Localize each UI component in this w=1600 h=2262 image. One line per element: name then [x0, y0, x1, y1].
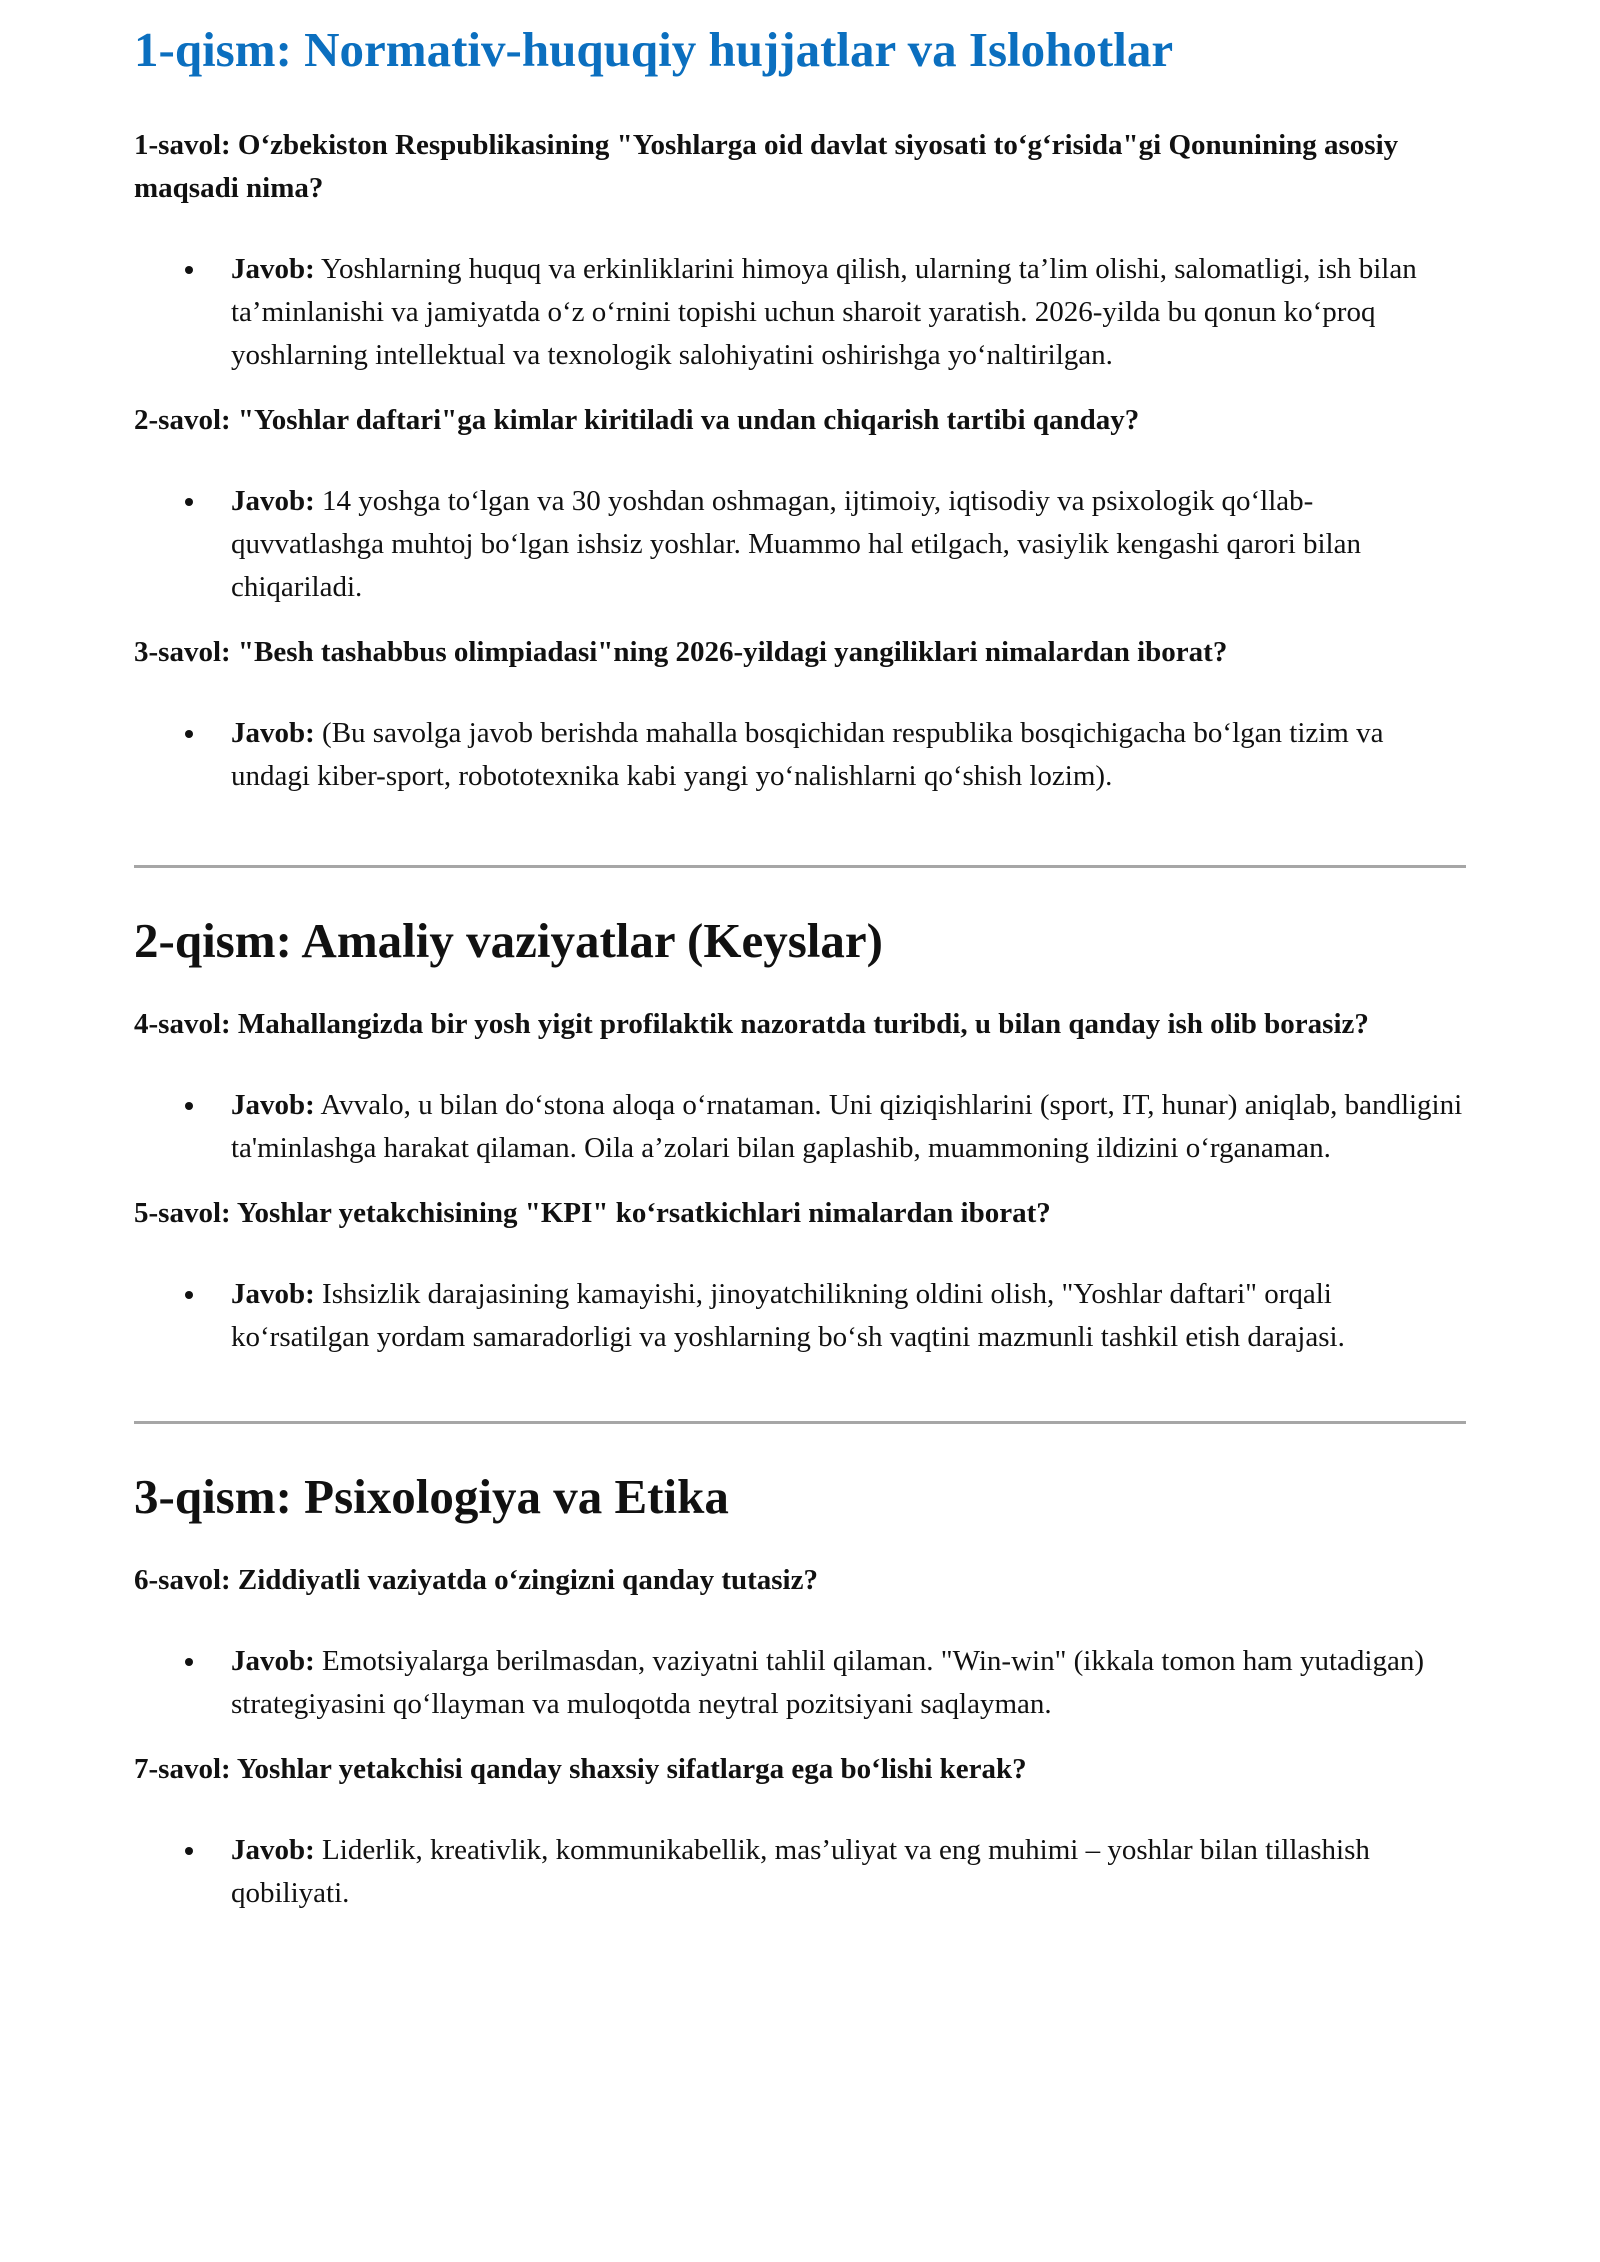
answer-text: Ishsizlik darajasining kamayishi, jinoyatchilikning oldini olish, "Yoshlar daftari" orqali ko‘rsatilgan yordam samaradorligi va yoshlarning bo‘sh vaqtini mazmunli tashkil etish darajasi. — [231, 1278, 1345, 1353]
answer-3 — [231, 712, 1466, 798]
section-divider-1 — [134, 865, 1466, 868]
answer-label: Javob: — [231, 1089, 315, 1121]
answer-list-4 — [134, 1084, 1466, 1170]
question-5: 5-savol: Yoshlar yetakchisining "KPI" ko‘rsatkichlari nimalardan iborat? — [134, 1197, 1051, 1229]
answer-text: 14 yoshga to‘lgan va 30 yoshdan oshmagan, ijtimoiy, iqtisodiy va psixologik qo‘llab-quvvatlashga muhtoj bo‘lgan ishsiz yoshlar. Muammo hal etilgach, vasiylik kengashi qarori bilan chiqariladi. — [231, 485, 1361, 603]
answer-list-3 — [134, 712, 1466, 798]
answer-label: Javob: — [231, 1645, 315, 1677]
answer-list-1 — [134, 248, 1466, 377]
answer-label: Javob: — [231, 717, 315, 749]
answer-list-7 — [134, 1829, 1466, 1915]
question-2: 2-savol: "Yoshlar daftari"ga kimlar kiritiladi va undan chiqarish tartibi qanday? — [134, 404, 1140, 436]
answer-text: Avvalo, u bilan do‘stona aloqa o‘rnataman. Uni qiziqishlarini (sport, IT, hunar) aniqlab, bandligini ta'minlashga harakat qilaman. Oila a’zolari bilan gaplashib, muammoning ildizini o‘rganaman. — [231, 1089, 1463, 1164]
question-1: 1-savol: O‘zbekiston Respublikasining "Yoshlarga oid davlat siyosati to‘g‘risida"gi Qonunining asosiy maqsadi nima? — [134, 129, 1399, 204]
answer-text: Emotsiyalarga berilmasdan, vaziyatni tahlil qilaman. "Win-win" (ikkala tomon ham yutadigan) strategiyasini qo‘llayman va muloqotda neytral pozitsiyani saqlayman. — [231, 1645, 1424, 1720]
answer-label: Javob: — [231, 485, 315, 517]
answer-label: Javob: — [231, 1278, 315, 1310]
section-1-title: 1-qism: Normativ-huquqiy hujjatlar va Islohotlar — [134, 22, 1174, 77]
answer-6 — [231, 1640, 1466, 1726]
question-6: 6-savol: Ziddiyatli vaziyatda o‘zingizni qanday tutasiz? — [134, 1564, 818, 1596]
answer-label: Javob: — [231, 1834, 315, 1866]
answer-list-5 — [134, 1273, 1466, 1359]
question-3: 3-savol: "Besh tashabbus olimpiadasi"ning 2026-yildagi yangiliklari nimalardan iborat? — [134, 636, 1228, 668]
answer-text: Liderlik, kreativlik, kommunikabellik, mas’uliyat va eng muhimi – yoshlar bilan tillashish qobiliyati. — [231, 1834, 1370, 1909]
question-7: 7-savol: Yoshlar yetakchisi qanday shaxsiy sifatlarga ega bo‘lishi kerak? — [134, 1753, 1027, 1785]
answer-text: Yoshlarning huquq va erkinliklarini himoya qilish, ularning ta’lim olishi, salomatligi, ish bilan ta’minlanishi va jamiyatda o‘z o‘rnini topishi uchun sharoit yaratish. 2026-yilda bu qonun ko‘proq yoshlarning intellektual va texnologik salohiyatini oshirishga yo‘naltirilgan. — [231, 253, 1417, 371]
answer-list-2 — [134, 480, 1466, 609]
question-4: 4-savol: Mahallangizda bir yosh yigit profilaktik nazoratda turibdi, u bilan qanday ish olib borasiz? — [134, 1008, 1369, 1040]
section-divider-2 — [134, 1421, 1466, 1424]
answer-label: Javob: — [231, 253, 315, 285]
answer-text: (Bu savolga javob berishda mahalla bosqichidan respublika bosqichigacha bo‘lgan tizim va undagi kiber-sport, robototexnika kabi yangi yo‘nalishlarni qo‘shish lozim). — [231, 717, 1384, 792]
answer-5 — [231, 1273, 1466, 1359]
section-3-title: 3-qism: Psixologiya va Etika — [134, 1469, 729, 1524]
section-2-title: 2-qism: Amaliy vaziyatlar (Keyslar) — [134, 913, 883, 968]
answer-2 — [231, 480, 1466, 609]
answer-4 — [231, 1084, 1466, 1170]
answer-list-6 — [134, 1640, 1466, 1726]
answer-7 — [231, 1829, 1466, 1915]
answer-1 — [231, 248, 1466, 377]
